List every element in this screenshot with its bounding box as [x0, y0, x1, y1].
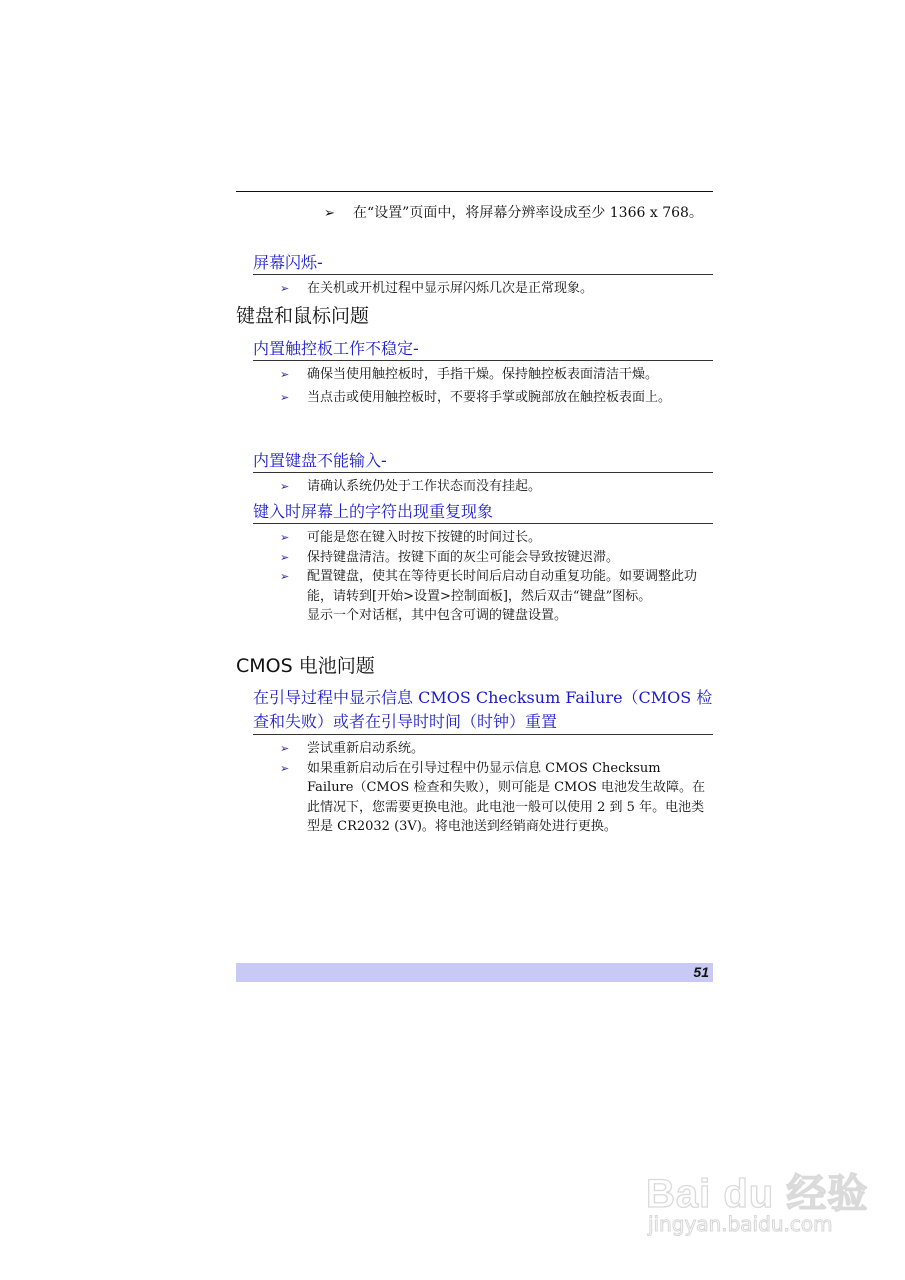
bullet-arrow-icon: ➢ — [280, 368, 290, 381]
section-heading-cmos-battery: CMOS 电池问题 — [236, 655, 375, 677]
bullet-arrow-icon: ➢ — [280, 550, 290, 564]
intro-bullet — [236, 202, 713, 225]
list-item-text: 尝试重新启动系统。 — [307, 741, 425, 756]
list-item — [280, 365, 710, 385]
list-item — [280, 279, 710, 299]
subheading-repeat-chars: 键入时屏幕上的字符出现重复现象 — [253, 500, 713, 524]
subheading-screen-flicker: 屏幕闪烁- — [253, 251, 713, 275]
intro-text: 在“设置”页面中，将屏幕分辨率设成至少 1366 x 768。 — [353, 205, 703, 221]
watermark-brand: Bai du 经验 — [646, 1172, 869, 1216]
list-item-text: 保持键盘清洁。按键下面的灰尘可能会导致按键迟滞。 — [307, 549, 620, 565]
list-item-text: 确保当使用触控板时，手指干燥。保持触控板表面清洁干燥。 — [307, 367, 659, 382]
list-note: 显示一个对话框，其中包含可调的键盘设置。 — [307, 608, 568, 623]
list-cmos-checksum — [280, 739, 710, 837]
bullet-arrow-icon: ➢ — [280, 742, 290, 755]
list-repeat-chars — [280, 528, 710, 626]
list-item — [280, 528, 710, 548]
bullet-arrow-icon: ➢ — [324, 206, 335, 221]
list-screen-flicker — [280, 279, 710, 299]
list-item — [280, 759, 710, 837]
list-item-text: 如果重新启动后在引导过程中仍显示信息 CMOS Checksum Failure（CMOS 检查和失败），则可能是 CMOS 电池发生故障。在此情况下，您需要更换电池。此电池一般可以使用 2 到 5 年。电池类型是 CR2032 (3V)。将电池送到经销商处进行更换。 — [307, 760, 706, 834]
footer-bar — [236, 963, 713, 982]
bullet-arrow-icon: ➢ — [280, 761, 290, 775]
list-item-text: 请确认系统仍处于工作状态而没有挂起。 — [307, 479, 542, 494]
list-touchpad — [280, 365, 710, 407]
watermark — [640, 1140, 870, 1250]
header-rule — [236, 191, 713, 192]
subheading-keyboard-input: 内置键盘不能输入- — [253, 449, 713, 473]
bullet-arrow-icon: ➢ — [280, 480, 290, 493]
list-item-text: 在关机或开机过程中显示屏闪烁几次是正常现象。 — [307, 281, 594, 296]
list-item-text: 可能是您在键入时按下按键的时间过长。 — [307, 530, 542, 545]
subheading-cmos-checksum: 在引导过程中显示信息 CMOS Checksum Failure（CMOS 检查和失败）或者在引导时时间（时钟）重置 — [253, 686, 713, 735]
subheading-touchpad: 内置触控板工作不稳定- — [253, 337, 713, 361]
list-item — [280, 567, 710, 606]
list-item-text: 配置键盘，使其在等待更长时间后启动自动重复功能。如要调整此功能，请转到[开始>设置>控制面板]，然后双击“键盘”图标。 — [307, 569, 698, 604]
list-item-text: 当点击或使用触控板时，不要将手掌或腕部放在触控板表面上。 — [307, 389, 672, 405]
watermark-url: jingyan.baidu.com — [648, 1212, 833, 1236]
list-item — [280, 739, 710, 759]
page-number: 51 — [693, 964, 709, 980]
list-item — [280, 477, 710, 497]
bullet-arrow-icon: ➢ — [280, 531, 290, 544]
list-item — [280, 548, 710, 568]
bullet-arrow-icon: ➢ — [280, 282, 290, 295]
list-keyboard-input — [280, 477, 710, 497]
bullet-arrow-icon: ➢ — [280, 390, 290, 404]
section-heading-keyboard-mouse: 键盘和鼠标问题 — [236, 305, 370, 327]
list-item — [280, 388, 710, 408]
bullet-arrow-icon: ➢ — [280, 570, 290, 583]
